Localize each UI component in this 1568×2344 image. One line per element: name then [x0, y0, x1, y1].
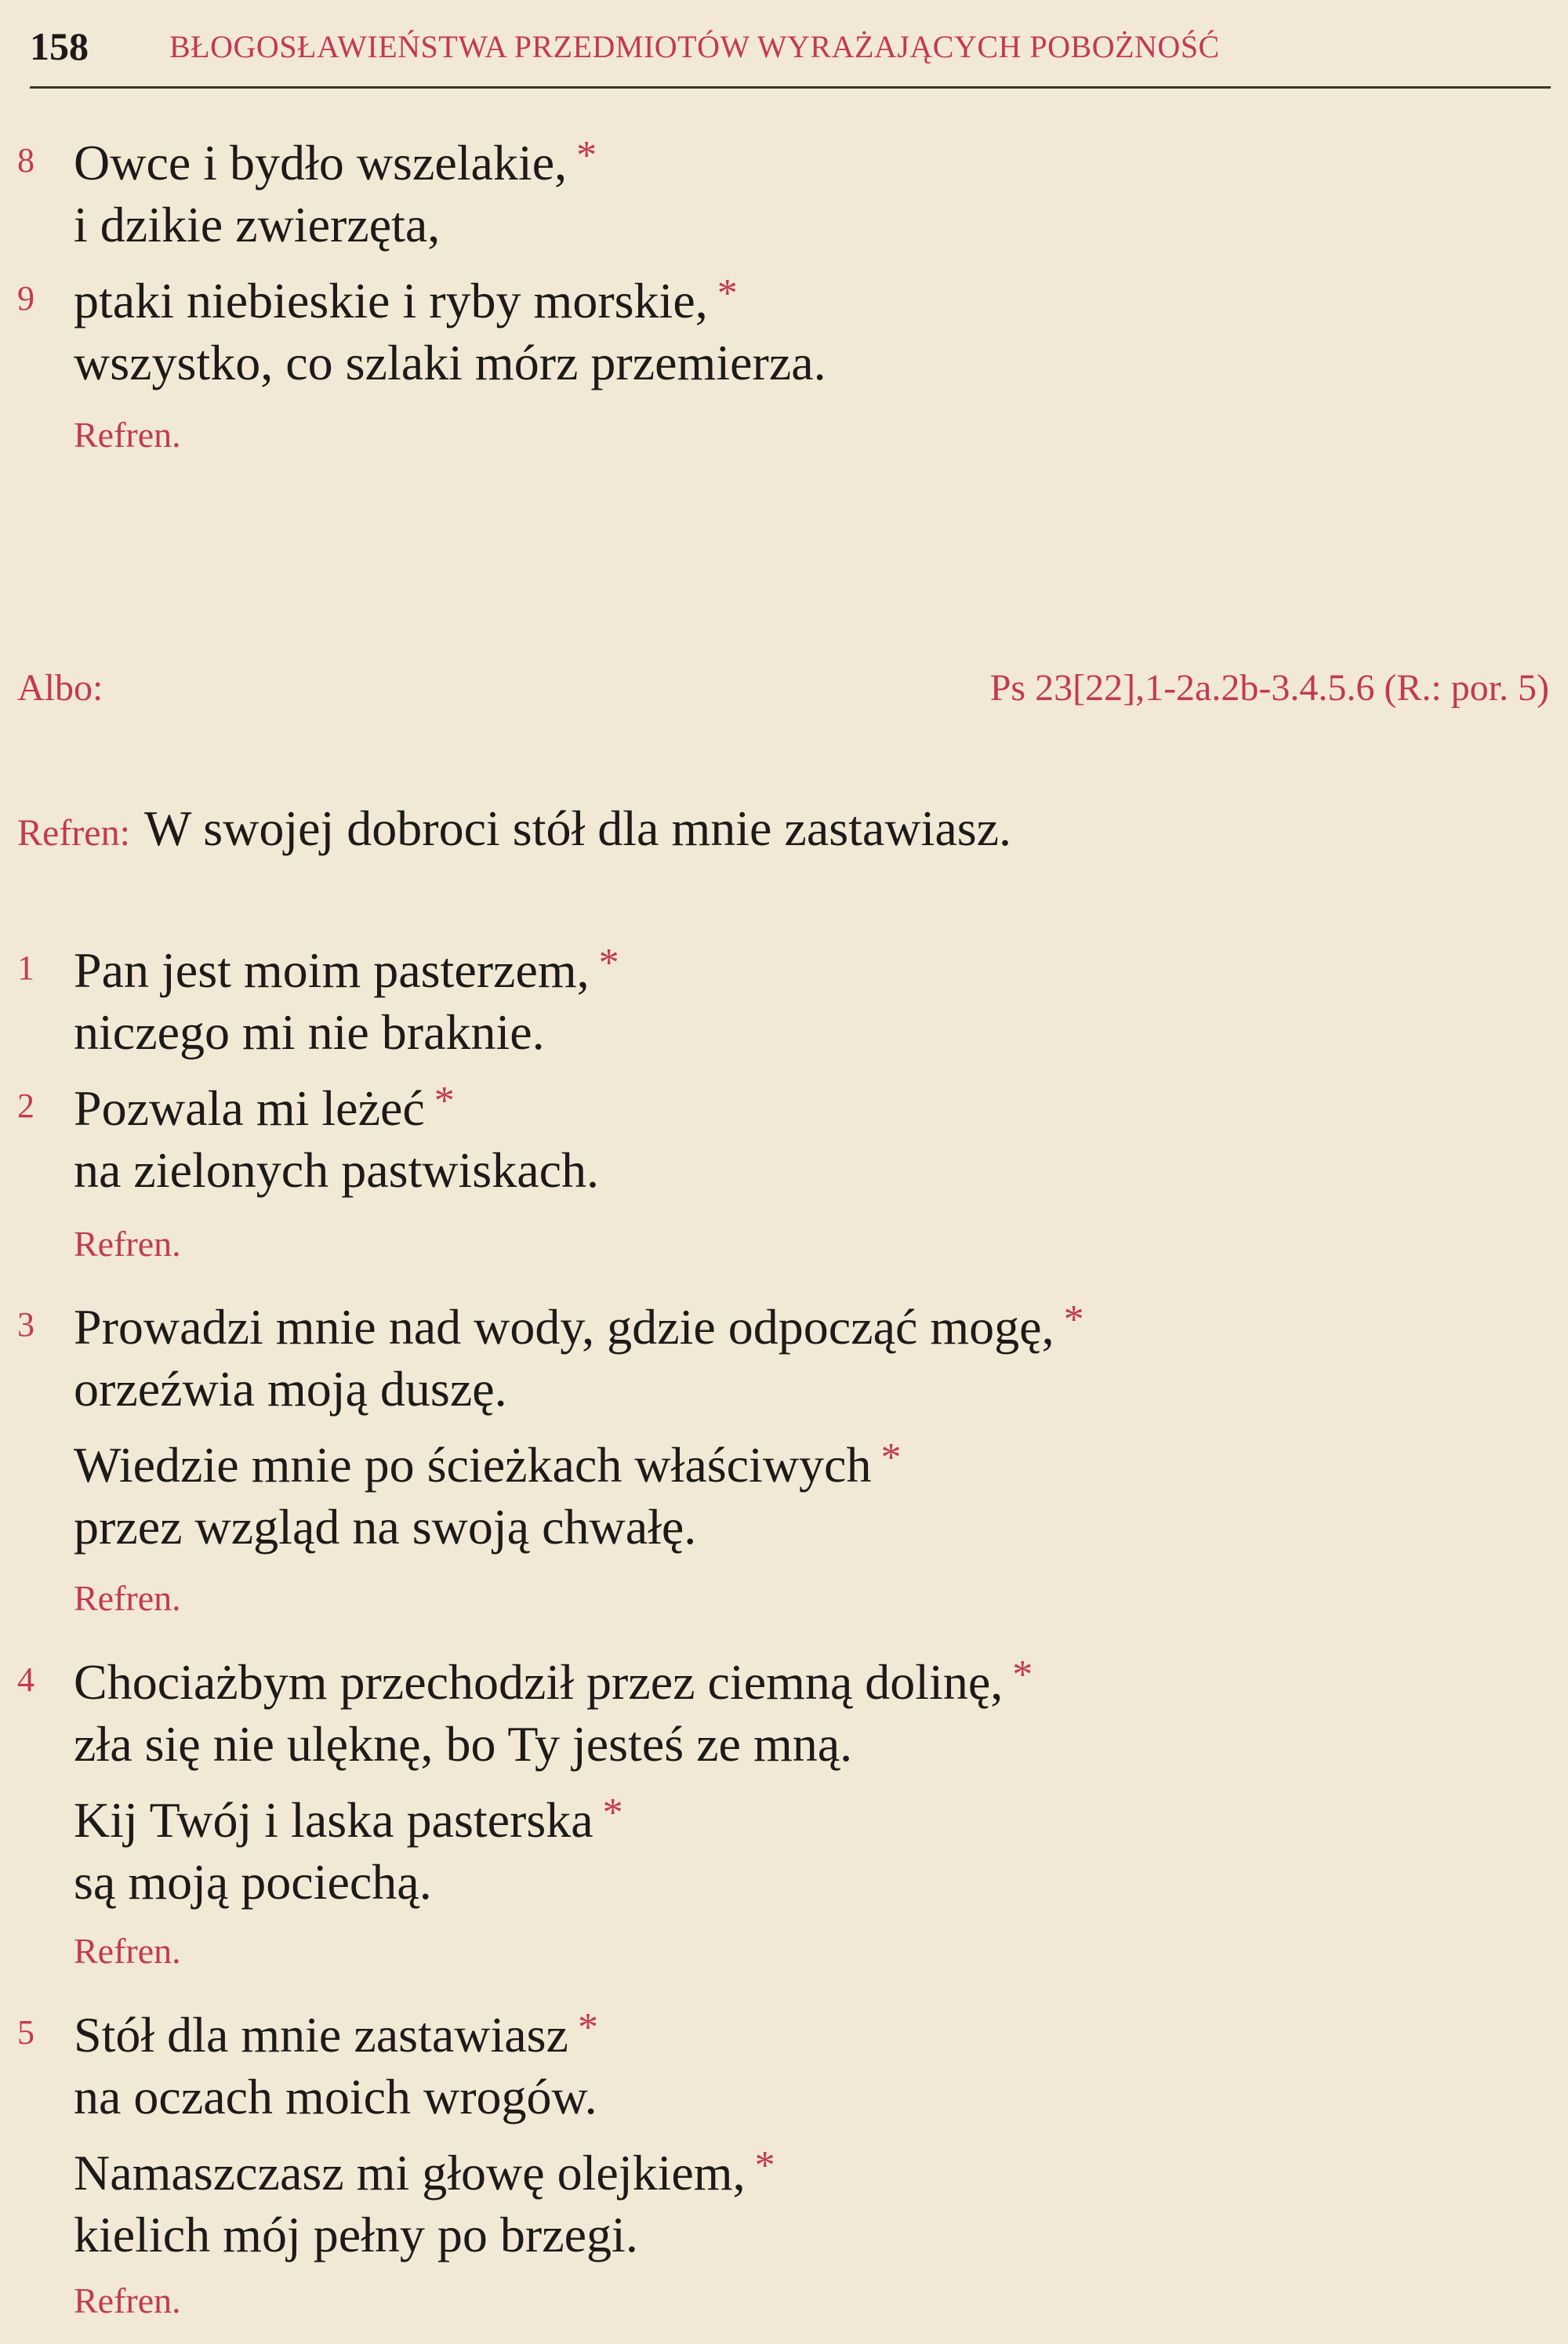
- verse-number: 3: [17, 1305, 34, 1344]
- verse-line: [0, 1994, 1568, 2063]
- verse-number: 2: [17, 1087, 34, 1125]
- verse-number: 1: [17, 949, 34, 987]
- verse-text: Chociażbym przechodził przez ciemną dolinę, *: [74, 1653, 1033, 1710]
- verse-number: 5: [17, 2013, 34, 2052]
- verse-line: [0, 1286, 1568, 1355]
- verse-number: 9: [17, 279, 34, 317]
- asterisk-mark: *: [598, 941, 619, 985]
- asterisk-mark: *: [1012, 1653, 1033, 1697]
- refrain-cue: Refren.: [74, 415, 181, 455]
- stanza-verses-8-9: [0, 122, 1568, 397]
- verse-line: [0, 929, 1568, 998]
- verse-line: [0, 1136, 1568, 1205]
- refrain-main: [17, 800, 1011, 878]
- verse-text: orzeźwia moją duszę.: [74, 1361, 507, 1417]
- verse-line: [0, 1355, 1568, 1424]
- verse-text: kielich mój pełny po brzegi.: [74, 2207, 638, 2262]
- refrain-cue: Refren.: [74, 1578, 181, 1618]
- verse-number: 8: [17, 141, 34, 180]
- verse-line: [0, 1493, 1568, 1562]
- verse-text: Wiedzie mnie po ścieżkach właściwych *: [74, 1435, 902, 1493]
- refrain-cue: Refren.: [74, 1224, 181, 1264]
- alternative-label: Albo:: [17, 667, 103, 709]
- refrain-label: Refren:: [17, 812, 130, 854]
- verse-line: [0, 1710, 1568, 1779]
- verse-line: [0, 2201, 1568, 2270]
- verse-line: [0, 2132, 1568, 2201]
- asterisk-mark: *: [602, 1791, 623, 1835]
- refrain-cue: Refren.: [74, 1931, 181, 1971]
- verse-line: [0, 328, 1568, 397]
- verse-text: zła się nie ulęknę, bo Ty jesteś ze mną.: [74, 1716, 853, 1772]
- verse-text: Namaszczasz mi głowę olejkiem, *: [74, 2143, 775, 2201]
- asterisk-mark: *: [1063, 1297, 1084, 1342]
- stanza-verse-4: [0, 1641, 1568, 1917]
- verse-text: wszystko, co szlaki mórz przemierza.: [74, 335, 826, 390]
- psalm-reference: Ps 23[22],1-2a.2b-3.4.5.6 (R.: por. 5): [989, 667, 1549, 709]
- running-head: BŁOGOSŁAWIEŃSTWA PRZEDMIOTÓW WYRAŻAJĄCYCH POBOŻNOŚĆ: [169, 29, 1220, 64]
- verse-text: przez wzgląd na swoją chwałę.: [74, 1499, 697, 1555]
- page-number: 158: [30, 24, 89, 68]
- verse-text: Kij Twój i laska pasterska *: [74, 1791, 623, 1848]
- stanza-verses-1-2: [0, 929, 1568, 1205]
- verse-number: 4: [17, 1660, 34, 1699]
- verse-line: [0, 1424, 1568, 1493]
- verse-line: [0, 998, 1568, 1067]
- asterisk-mark: *: [577, 2005, 598, 2050]
- verse-text: Prowadzi mnie nad wody, gdzie odpocząć mogę, *: [74, 1297, 1084, 1355]
- stanza-verse-5: [0, 1994, 1568, 2270]
- refrain-text: W swojej dobroci stół dla mnie zastawiasz.: [143, 800, 1012, 856]
- asterisk-mark: *: [576, 133, 597, 178]
- asterisk-mark: *: [434, 1079, 455, 1123]
- page-header: [30, 17, 1551, 89]
- asterisk-mark: *: [717, 271, 738, 316]
- verse-line: [0, 2063, 1568, 2132]
- verse-text: Pozwala mi leżeć *: [74, 1079, 455, 1136]
- verse-text: na zielonych pastwiskach.: [74, 1142, 599, 1198]
- verse-text: na oczach moich wrogów.: [74, 2069, 597, 2124]
- verse-line: [0, 190, 1568, 259]
- asterisk-mark: *: [754, 2143, 775, 2188]
- verse-text: Pan jest moim pasterzem, *: [74, 941, 619, 998]
- verse-line: [0, 1641, 1568, 1710]
- asterisk-mark: *: [880, 1435, 902, 1480]
- verse-line: [0, 259, 1568, 328]
- verse-line: [0, 1067, 1568, 1136]
- stanza-verse-3: [0, 1286, 1568, 1562]
- verse-text: niczego mi nie braknie.: [74, 1004, 545, 1060]
- verse-text: i dzikie zwierzęta,: [74, 197, 441, 252]
- refrain-cue: Refren.: [74, 2281, 181, 2320]
- verse-text: Stół dla mnie zastawiasz *: [74, 2005, 598, 2063]
- verse-text: Owce i bydło wszelakie, *: [74, 133, 597, 190]
- verse-text: są moją pociechą.: [74, 1854, 432, 1910]
- verse-line: [0, 1848, 1568, 1917]
- verse-text: ptaki niebieskie i ryby morskie, *: [74, 271, 738, 328]
- verse-line: [0, 1779, 1568, 1848]
- verse-line: [0, 122, 1568, 190]
